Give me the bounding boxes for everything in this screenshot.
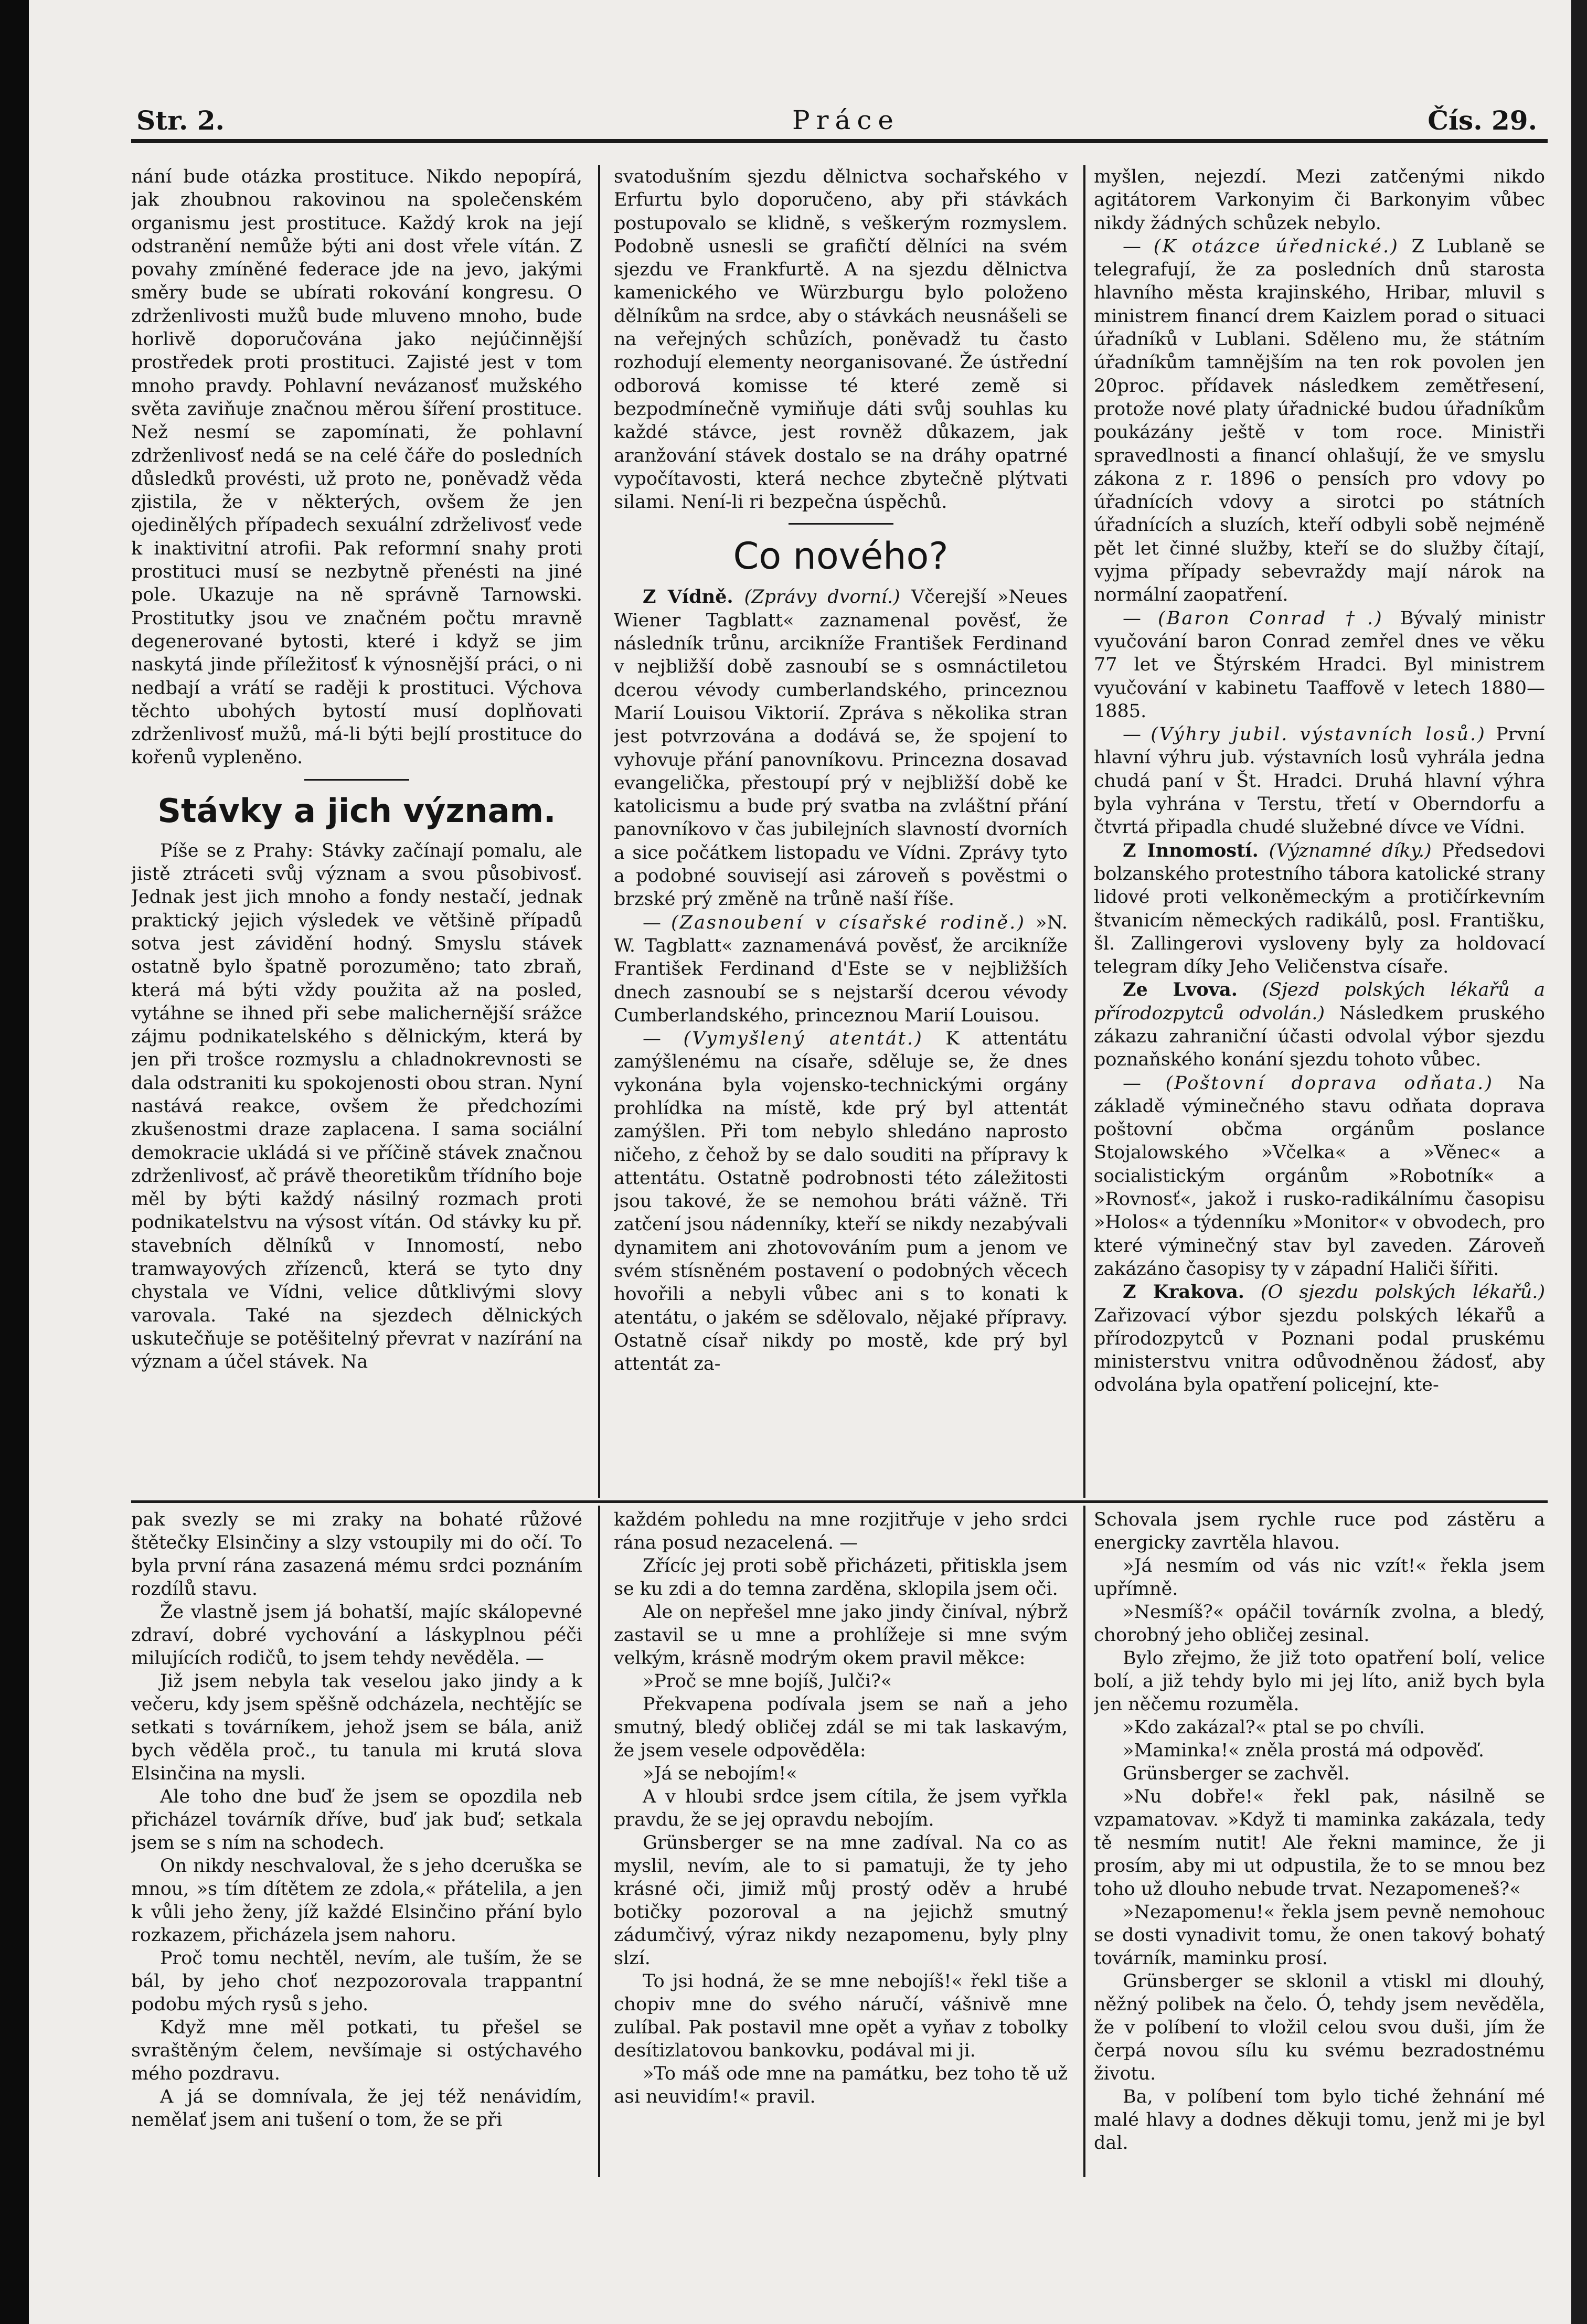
feuilleton-paragraph: pak svezly se mi zraky na bohaté růžové štětečky Elsinčiny a slzy vstoupily mi do očí. To byla první rána zasazená mému srdci poznáním rozdílů stavu. bbox=[131, 1509, 582, 1600]
news-title: (Zasnoubení v císařské rodině.) bbox=[671, 912, 1026, 933]
feuilleton-paragraph: »Maminka!« zněla prostá má odpověď. bbox=[1123, 1740, 1484, 1761]
column-divider bbox=[1083, 165, 1085, 1498]
news-place: Z Vídně. bbox=[643, 586, 733, 608]
article-strikes: Píše se z Prahy: Stávky začínají pomalu, ale jistě ztráceti svůj význam a svou působivosť. Jednak jest jich mnoho a fondy nestačí, jednak praktický jejich výsledek ve většině případů sotva jest závidění hodný. Smyslu stávek ostatně bylo špatně porozuměno; tato zbraň, která má býti vždy použita až na posled, vytáhne se ihned při sebe malichernější srážce zájmu podnikatelského s dělnickým, která by jen při trošce rozmyslu a chladnokrevnosti se dala odstraniti ku spokojenosti obou stran. Nyní nastává reakce, ovšem že předchozími zkušenostmi draze zaplacena. I sama sociální demokracie ukládá si ve příčině stávek značnou zdrženlivosť, ač právě theoretikům třídního boje měl by býti každý násilný rozmach proti podnikatelstvu na výsost vítán. Od stávky ku př. stavebních dělníků v Innomostí, nebo tramwayových zřízenců, která se tyto dny chystala ve Vídni, velice důtklivými slovy varovala. Také na sjezdech dělnických uskutečňuje se potěšitelný převrat v nazírání na význam a účel stávek. Na bbox=[131, 840, 582, 1373]
news-text: Bývalý ministr vyučování baron Conrad zemřel dnes ve věku 77 let ve Štýrském Hradci. Byl ministrem vyučování v kabinetu Taaffově v letech 1880—1885. bbox=[1094, 607, 1545, 722]
column-1 bbox=[131, 165, 582, 1498]
newspaper-title: Práce bbox=[792, 105, 900, 135]
news-place: Z Innomostí. bbox=[1123, 839, 1259, 861]
feuilleton-paragraph: A v hloubi srdce jsem cítila, že jsem vyřkla pravdu, že se jej opravdu nebojím. bbox=[614, 1786, 1068, 1830]
news-title: (Zprávy dvorní.) bbox=[744, 587, 900, 608]
feuilleton-paragraph: Bylo zřejmo, že již toto opatření bolí, velice bolí, a již tehdy bylo mi jej líto, aniž bych byla jen něčemu rozuměla. bbox=[1094, 1648, 1545, 1715]
column-2 bbox=[614, 165, 1068, 1498]
news-title: (Vymyšlený atentát.) bbox=[683, 1028, 923, 1050]
news-place: Ze Lvova. bbox=[1123, 979, 1238, 1001]
news-lottery: — (Výhry jubil. výstavních losů.) První hlavní výhru jub. výstavních losů vyhrála jedna chudá paní v Št. Hradci. Druhá hlavní výhra byla vyhrána v Terstu, třetí v Oberndorfu a čtvrtá připadla chudé služebné dívce ve Vídni. bbox=[1094, 724, 1545, 838]
feuilleton-paragraph: »Nu dobře!« řekl pak, násilně se vzpamatovav. »Když ti maminka zakázala, tedy tě nesmím nutit! Ale řekni mamince, že ji prosím, aby mi ut odpustila, že to se mnou bez toho už dlouho nebude trvat. Nezapomeneš?« bbox=[1094, 1786, 1545, 1900]
header-rule bbox=[131, 139, 1548, 143]
news-heading: Co nového? bbox=[733, 535, 949, 578]
feuilleton-paragraph: »Já nesmím od vás nic vzít!« řekla jsem upřímně. bbox=[1094, 1555, 1545, 1600]
feuilleton-paragraph: To jsi hodná, že se mne nebojíš!« řekl tiše a chopiv mne do svého náručí, vášnivě mne zulíbal. Pak postavil mne opět a vyňav z tobolky desítizlatovou bankovku, podával mi ji. bbox=[614, 1971, 1068, 2061]
news-title: (Baron Conrad †.) bbox=[1158, 607, 1383, 629]
separator bbox=[304, 779, 409, 781]
news-attentat-cont: myšlen, nejezdí. Mezi zatčenými nikdo agitátorem Varkonyim či Barkonyim vůbec nikdy žádných schůzek nebylo. bbox=[1094, 166, 1545, 234]
news-text: První hlavní výhru jub. výstavních losů vyhrála jedna chudá paní v Št. Hradci. Druhá hlavní výhra byla vyhrána v Terstu, třetí v Oberndorfu a čtvrtá připadla chudé služebné dívce ve Vídni. bbox=[1094, 724, 1545, 838]
news-lviv bbox=[1094, 978, 1545, 1071]
news-text: Předsedovi bolzanského protestního tábora katolické strany lidové proti velkoněmeckým a protičírkevním štvanicím německých radikálů, posl. Františku, šl. Zallingerovi vysloveny byly za holdovací telegram díky Jeho Veličenstva císaře. bbox=[1094, 840, 1545, 978]
news-text: »N. W. Tagblatt« zaznamenává pověsť, že arcikníže František Ferdinand d'Este se v nejbližších dnech zasnoubí se s nejstarší dcerou vévody Cumberlandského, princeznou Marií Louisou. bbox=[614, 912, 1068, 1026]
news-text: Z Lublaně se telegrafují, že za posledních dnů starosta hlavního města krajinského, Hribar, mluvil s ministrem financí drem Kaizlem porad o situaci úřadníků v Lublani. Sděleno mu, že státním úřadníkům tamnějším na ten rok povolen jen 20proc. přídavek následkem zemětřesení, protože nové platy úřadnické budou úřadníkům poukázány ještě v tom roce. Ministři spravedlnosti a financí ohlašují, že ve smyslu zákona z r. 1896 o pensích pro vdovy po úřadnících vdovy a sirotci po státních úřadnících a sluzích, kteří odbyli sobě nejméně pět let činné služby, kteří se do služby čítají, vyjma případy sebevraždy mají nárok na normální zaopatření. bbox=[1094, 236, 1545, 606]
news-conrad: — (Baron Conrad †.) Bývalý ministr vyučování baron Conrad zemřel dnes ve věku 77 let ve Štýrském Hradci. Byl ministrem vyučování v kabinetu Taaffově v letech 1880—1885. bbox=[1094, 607, 1545, 722]
feuilleton-paragraph: Schovala jsem rychle ruce pod zástěru a energicky zavrtěla hlavou. bbox=[1094, 1509, 1545, 1553]
feuilleton-rule bbox=[131, 1500, 1548, 1503]
feuilleton-paragraph: »Já se nebojím!« bbox=[643, 1763, 797, 1784]
feuilleton-paragraph: »Kdo zakázal?« ptal se po chvíli. bbox=[1123, 1717, 1425, 1738]
feuilleton-paragraph: »Nezapomenu!« řekla jsem pevně nemohouc se dosti vynadivit tomu, že onen takový bohatý továrník, maminku prosí. bbox=[1094, 1902, 1545, 1969]
feuilleton-paragraph: »Nesmíš?« opáčil továrník zvolna, a bledý, chorobný jeho obličej zesinal. bbox=[1094, 1602, 1545, 1646]
news-krakow bbox=[1094, 1281, 1545, 1396]
news-attentat: — (Vymyšlený atentát.) K attentátu zamýšlenému na císaře, sděluje se, že dnes vykonána byla vojensko-technickými orgány prohlídka na místě, kde prý byl attentát zamýšlen. Při tom nebylo shledáno naprosto ničeho, z čehož by se dalo souditi na přípravy k attentátu. Ostatně podrobnosti této záležitosti jsou takové, že se nemohou bráti vážně. Tři zatčení jsou nádenníky, kteří se nikdy nezabývali dynamitem ani zhotovováním pum a jenom ve svém stísněném postavení o podobných věcech hovořili a nebyli vůbec ani s to konati k atentátu, o jakém se sdělovalo, nějaké přípravy. Ostatně císař nikdy po mostě, kde prý byl attentát za- bbox=[614, 1028, 1068, 1375]
news-text: Následkem pruského zákazu zahraniční účasti odvolal výbor sjezdu poznaňského konání sjezdu tohoto vůbec. bbox=[1094, 1003, 1545, 1071]
feuilleton-paragraph: Grünsberger se na mne zadíval. Na co as myslil, nevím, ale to si pamatuji, že ty jeho krásné oči, jimiž můj prostý oděv a hrubé botičky pozoroval a na jejichž smutný zádumčivý, výraz nikdy nezapomenu, byly plny slzí. bbox=[614, 1832, 1068, 1969]
column-3 bbox=[1094, 165, 1545, 1498]
column-divider bbox=[598, 165, 600, 1498]
news-innsbruck bbox=[1094, 839, 1545, 979]
article-prostitution: nání bude otázka prostituce. Nikdo nepopírá, jak zhoubnou rakovinou na společenském organismu jest prostituce. Každý krok na její odstranění nemůže býti ani dost vřele vítán. Z povahy zmíněné federace jde na jevo, jakými směry bude se ubírati rokování kongresu. O zdrženlivosti mužů bude mluveno mnoho, bude horlivě doporučována jako nejúčinnější prostředek proti prostituci. Zajisté jest v tom mnoho pravdy. Pohlavní nevázanosť mužského světa zaviňuje značnou měrou šíření prostituce. Než nesmí se zapomínati, že pohlavní zdrženlivosť nedá se na celé čáře do posledních důsledků provésti, už proto ne, poněvadž věda zjistila, že v některých, ovšem že jen ojedinělých případech sexuální zdrželivosť vede k inaktivitní atrofii. Pak reformní snahy proti prostituci musí se nezbytně přenésti na jiné pole. Ukazuje na ně správně Tarnowski. Prostitutky jsou ve značném počtu mravně degenerované bytosti, které i když se jim naskytá jinde příležitosť k výnosnější práci, o ni nedbají a vrátí se raději k prostituci. Výchova těchto ubohých bytostí musí doplňovati zdrženlivosť mužů, má-li býti bejlí prostituce do kořenů vypleněno. bbox=[131, 166, 582, 769]
separator bbox=[789, 523, 893, 525]
feuilleton-paragraph: Ale on nepřešel mne jako jindy činíval, nýbrž zastavil se u mne a prohlížeje si mne svým velkým, krásně modrým okem pravil měkce: bbox=[614, 1602, 1068, 1669]
page-number: Str. 2. bbox=[136, 105, 225, 136]
news-text: Zařizovací výbor sjezdu polských lékařů a přírodozpytců v Poznani podal pruskému ministerstvu vnitra odůvodněnou žádosť, aby odvolána byla opatření policejní, kte- bbox=[1094, 1305, 1545, 1396]
article-heading: Stávky a jich význam. bbox=[157, 791, 556, 830]
news-officials: — (K otázce úřednické.) Z Lublaně se telegrafují, že za posledních dnů starosta hlavního města krajinského, Hribar, mluvil s ministrem financí drem Kaizlem porad o situaci úřadníků v Lublani. Sděleno mu, že státním úřadníkům tamnějším na ten rok povolen jen 20proc. přídavek následkem zemětřesení, protože nové platy úřadnické budou úřadníkům poukázány ještě v tom roce. Ministři spravedlnosti a financí ohlašují, že ve smyslu zákona z r. 1896 o pensích pro vdovy po úřadnících vdovy a sirotci po státních úřadnících a sluzích, kteří odbyli sobě nejméně pět let činné služby, kteří se do služby čítají, vyjma případy sebevraždy mají nárok na normální zaopatření. bbox=[1094, 236, 1545, 606]
feuilleton-paragraph: Grünsberger se sklonil a vtiskl mi dlouhý, něžný polibek na čelo. Ó, tehdy jsem nevěděla, že v políbení to vložil celou svou duši, jím že čerpá novou sílu ku svému bezradostnému životu. bbox=[1094, 1971, 1545, 2084]
feuilleton-paragraph: Již jsem nebyla tak veselou jako jindy a k večeru, kdy jsem spěšně odcházela, nechtějíc se setkati s továrníkem, jehož jsem se bála, aniž bych věděla proč., tu tanula mi krutá slova Elsinčina na mysli. bbox=[131, 1671, 582, 1784]
news-title: (K otázce úřednické.) bbox=[1153, 236, 1399, 257]
feuilleton-paragraph: »Proč se mne bojíš, Julči?« bbox=[643, 1671, 892, 1692]
news-text: K attentátu zamýšlenému na císaře, sděluje se, že dnes vykonána byla vojensko-technickými orgány prohlídka na místě, kde prý byl attentát zamýšlen. Při tom nebylo shledáno naprosto ničeho, z čehož by se dalo souditi na přípravy k attentátu. Ostatně podrobnosti této záležitosti jsou takové, že se nemohou bráti vážně. Tři zatčení jsou nádenníky, kteří se nikdy nezabývali dynamitem ani zhotovováním pum a jenom ve svém stísněném postavení o podobných věcech hovořili a nebyli vůbec ani s to konati k atentátu, o jakém se sdělovalo, nějaké přípravy. Ostatně císař nikdy po mostě, kde prý byl attentát za- bbox=[614, 1028, 1068, 1375]
feuilleton-paragraph: každém pohledu na mne rozjitřuje v jeho srdci rána posud nezacelená. — bbox=[614, 1509, 1068, 1553]
news-title: (Významné díky.) bbox=[1269, 840, 1432, 861]
news-place: Z Krakova. bbox=[1123, 1281, 1244, 1303]
news-title: (Výhry jubil. výstavních losů.) bbox=[1151, 724, 1486, 745]
feuilleton-paragraph: Zřícíc jej proti sobě přicházeti, přitiskla jsem se ku zdi a do temna zarděna, sklopila jsem oči. bbox=[614, 1555, 1068, 1600]
news-title: (Sjezd polských lékařů a přírodozpytců odvolán.) bbox=[1094, 979, 1545, 1024]
scan-left-edge bbox=[0, 0, 29, 2324]
feuilleton-column-3 bbox=[1094, 1508, 1545, 2180]
column-divider bbox=[598, 1506, 600, 2177]
feuilleton-column-1 bbox=[131, 1508, 582, 2180]
feuilleton-paragraph: Ba, v políbení tom bylo tiché žehnání mé malé hlavy a dodnes děkuji tomu, jenž mi je byl dal. bbox=[1094, 2086, 1545, 2154]
scan-right-edge bbox=[1571, 0, 1587, 2324]
feuilleton-paragraph: Ale toho dne buď že jsem se opozdila neb přicházel továrník dříve, buď jak buď; setkala jsem se s ním na schodech. bbox=[131, 1786, 582, 1853]
feuilleton-paragraph: A já se domnívala, že jej též nenávidím, nemělať jsem ani tušení o tom, že se při bbox=[131, 2086, 582, 2130]
news-post: — (Poštovní doprava odňata.) Na základě výminečného stavu odňata doprava poštovní občma orgánům poslance Stojalowského »Včelka« a »Věnec« a socialistickým orgánům »Robotník« a »Rovnosť«, jakož i rusko-radikálnímu časopisu »Holos« a týdenníku »Monitor« v obvodech, pro které výminečný stav byl zaveden. Zároveň zakázáno časopisy ty v západní Haliči šířiti. bbox=[1094, 1072, 1545, 1280]
news-title: (Poštovní doprava odňata.) bbox=[1165, 1072, 1494, 1094]
news-text: Včerejší »Neues Wiener Tagblatt« zaznamenal pověsť, že následník trůnu, arcikníže František Ferdinand v nejbližší době zasnoubí se s osmnáctiletou dcerou vévody cumberlandského, princeznou Marií Louisou Viktorií. Zpráva s několika stran jest potvrzována a dodává se, že spojení to vyhovuje přání panovníkovu. Princezna dosavad evangelička, přestoupí prý v nejbližší době ke katolicismu a bude prý svatba na zvláštní přání panovníkovo v čas jubilejních slavností dvorních a sice počátkem listopadu ve Vídni. Zprávy tyto a podobné souvisejí asi zároveň s pověstmi o brzské prý změně na trůně naší říše. bbox=[614, 587, 1068, 910]
feuilleton-paragraph: Grünsberger se zachvěl. bbox=[1123, 1763, 1350, 1784]
column-divider bbox=[1083, 1506, 1085, 2177]
article-strikes-cont: svatodušním sjezdu dělnictva sochařského v Erfurtu bylo doporučeno, aby při stávkách postupovalo se klidně, s veškerým rozmyslem. Podobně usnesli se grafičtí dělníci na svém sjezdu ve Frankfurtě. A na sjezdu dělnictva kamenického ve Würzburgu bylo položeno dělníkům na srdce, aby o stávkách neusnášeli se na veřejných schůzích, poněvadž tu často rozhodují elementy neorganisované. Že ústřední odborová komisse té které země si bezpodmínečně vymiňuje dáti svůj souhlas ku každé stávce, jest rovněž důkazem, jak aranžování stávek dostalo se na dráhy opatrné vypočítavosti, která nechce zbytečně plýtvati silami. Není-li ri bezpečna úspěchů. bbox=[614, 166, 1068, 513]
feuilleton-column-2 bbox=[614, 1508, 1068, 2180]
page-header bbox=[126, 105, 1553, 142]
news-title: (O sjezdu polských lékařů.) bbox=[1260, 1282, 1545, 1303]
issue-number: Čís. 29. bbox=[1428, 105, 1537, 136]
feuilleton-paragraph: Překvapena podívala jsem se naň a jeho smutný, bledý obličej zdál se mi tak laskavým, že jsem vesele odpověděla: bbox=[614, 1694, 1068, 1761]
news-engagement: — (Zasnoubení v císařské rodině.) »N. W. Tagblatt« zaznamenává pověsť, že arcikníže František Ferdinand d'Este se v nejbližších dnech zasnoubí se s nejstarší dcerou vévody Cumberlandského, princeznou Marií Louisou. bbox=[614, 912, 1068, 1026]
news-text: Na základě výminečného stavu odňata doprava poštovní občma orgánům poslance Stojalowského »Včelka« a »Věnec« a socialistickým orgánům »Robotník« a »Rovnosť«, jakož i rusko-radikálnímu časopisu »Holos« a týdenníku »Monitor« v obvodech, pro které výminečný stav byl zaveden. Zároveň zakázáno časopisy ty v západní Haliči šířiti. bbox=[1094, 1072, 1545, 1280]
feuilleton-paragraph: On nikdy neschvaloval, že s jeho dceruška se mnou, »s tím dítětem ze zdola,« přátelila, a jen k vůli jeho ženy, jíž každé Elsinčino přání bylo rozkazem, přicházela jsem nahoru. bbox=[131, 1856, 582, 1946]
feuilleton-paragraph: Že vlastně jsem já bohatší, majíc skálopevné zdraví, dobré vychování a láskyplnou péči milujících rodičů, to jsem tehdy nevěděla. — bbox=[131, 1602, 582, 1669]
news-vienna bbox=[614, 585, 1068, 911]
feuilleton-paragraph: Proč tomu nechtěl, nevím, ale tuším, že se bál, by jeho choť nezpozorovala trappantní podobu mých rysů s jeho. bbox=[131, 1948, 582, 2015]
feuilleton-paragraph: »To máš ode mne na památku, bez toho tě už asi neuvidím!« pravil. bbox=[614, 2063, 1068, 2107]
feuilleton-paragraph: Když mne měl potkati, tu přešel se svraštěným čelem, nevšímaje si ostýchavého mého pozdravu. bbox=[131, 2017, 582, 2084]
